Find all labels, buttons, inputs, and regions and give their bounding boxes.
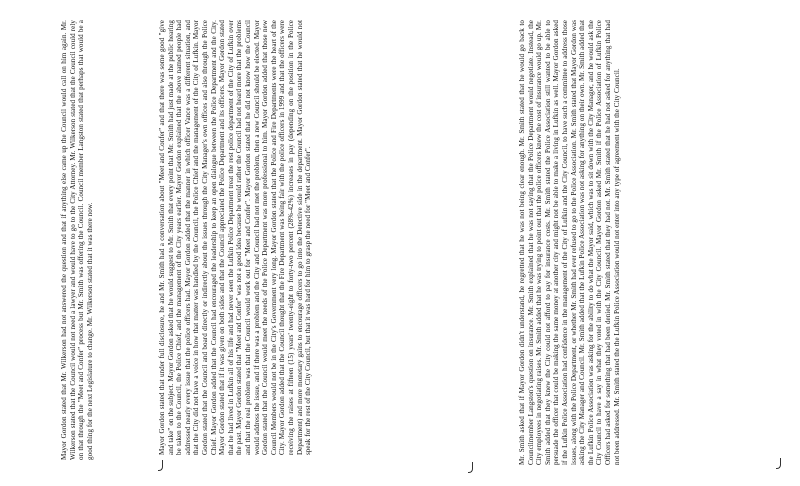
paragraph-2-text: Mayor Gordon stated that under full disclosure, he and Mr. Smith had a conversation about "Meet and Confer" and that there was some good "give and take" on the subject. Mayor Gordon asked that he would suggest to Mr. Smith that every point that Mr. Smith had just made at the public hearing be taken to the Council, the Police Chief, and the management of the City years earlier. Mayor Gordon explained that the above named people had addressed nearly every issue that the police officers had. Mayor Gordon added that the manner in which officer Vance was a different situation, and that the City did not have a voice in how that matter was handled by the Council, the Police Chief and the management of the City of Lufkin. Mayor Gordon stated that the Council and board directly or indirectly about the issues through the City Manager's own offices and also through the Police Chief. Mayor Gordon added that the Council had encouraged the leadership to keep an open dialogue between the Police Department and the City. Mayor Gordon stated that if it was given on both sides and that the Council appreciated the Police Department and its officers. Mayor Gordon stated that he had lived in Lufkin all of his life and had never seen the Lufkin Police Department treat the rest police department of the City of Lufkin over the past. Mayor Gordon stated that "Meet and Confer" was not a good idea because he would rather the Council had not heard more that the problems and that the real problem was that the Council would work out for "Meet and Confer". Mayor Gordon stated that he did not know how the Council would address the issue, and if there was a problem and the City and Council had not met the problem, then a new Council should be elected. Mayor Gordon stated that the Council would meet the needs of the Police Department was more professional to him. Mayor Gordon added that those new Council Members would not be in the City's Government very long. Mayor Gordon stated that the Police and Fire Departments were the heart of the City. Mayor Gordon added that the Council thought that the Fire Department was being fair with the police officers in 1999 and that the officers were receiving the raises at fifteen (15) years' twenty-eight to forty-two percent (28%-42%) increases in pay (depending on the position in the Police Department) and more monetary gains to encourage officers to go into the Detective side in the department. Mayor Gordon stated that he would not speak for the rest of the City Council, but that it was hard for him to grasp the need for "Meet and Confer". xyxy=(158,20,313,455)
paragraph-1 xyxy=(60,20,94,460)
margin-mark xyxy=(776,458,781,469)
paragraph-3-text: Mr. Smith asked that if Mayor Gordon didn't understand, he regretted that he was not being clear enough. Mr. Smith stated that he would go back to Councilmember Langston's question on insurance. Mr. Smith explained that he was not saying that the Police Department would negotiate. Instead, the City employees in negotiating raises. Mr. Smith added that he was trying to point out that the police officers knew the cost of insurance would go up. Mr. Smith added that they knew the City could not afford to pay for insurance costs. Mr. Smith stated the Police Association still wanted to be able to persuade the officer that could be making the same money at another city and might not be able to make a living in Lufkin as well. Mayor Gordon asked if the Lufkin Police Association had confidence in the management of the City of Lufkin and the City Council, to have such a committee to address those issues, along with the Police Department, or whether Mr. Smith had ever refused to go to the Police Association. Mr. Smith stated that Mayor Gordon was asking the City Manager and Council. Mr. Smith added that the Lufkin Police Association was not asking for anything on their own. Mr. Smith added that the Lufkin Police Association was asking for the ability to do what the Mayor said, which was to sit down with the City Manager, and he would ask the City Council to have a say in what they voted in with the City Council. Mayor Gordon asked Mr. Smith if the Police Association of Lufkin Police Officers had asked for something that had been denied. Mr. Smith stated that they had not. Mr. Smith stated that he had not asked for anything that had not been addressed. Mr. Smith stated the the Lufkin Police Association would not enter into any type of agreement with the City Council. xyxy=(518,20,621,465)
paragraph-2 xyxy=(158,20,313,455)
paragraph-3 xyxy=(518,20,621,465)
paragraph-1-text: Mayor Gordon stated that Mr. Wilkerson had not answered the question and that if anything else came up the Council would call on him again. Mr. Wilkerson stated that the Council would not need a lawyer and would have to go to the City Attorney. Mr. Wilkerson stated that the Council could rely on that through the "Meet and Confer" process but Mr. Smith was offering the Council. Council member Langston stated that perhaps that would be a good thing for the next Legislature to change. Mr. Wilkerson stated that it was there now. xyxy=(60,20,94,460)
margin-mark xyxy=(158,460,163,471)
margin-mark xyxy=(468,462,473,473)
